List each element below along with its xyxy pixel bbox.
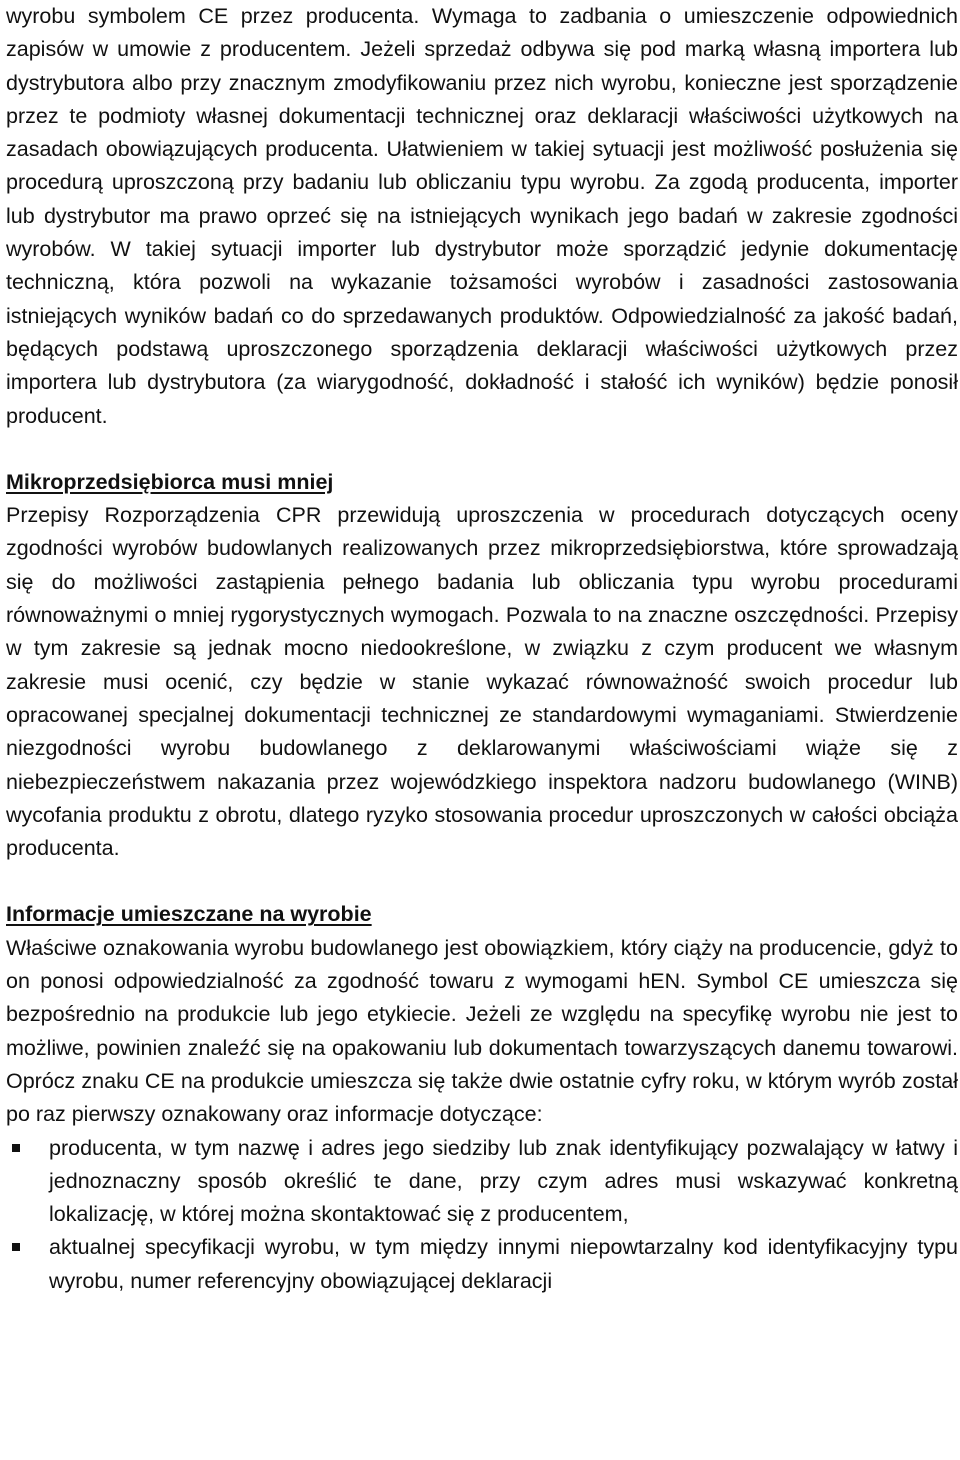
square-bullet-icon xyxy=(12,1144,20,1152)
list-item-text: producenta, w tym nazwę i adres jego siedziby lub znak identyfikujący pozwalający w łatwy i jednoznaczny sposób określić te dane, przy czym adres musi wskazywać konkretną lokalizację, w której można skontaktować się z producentem, xyxy=(49,1135,958,1227)
list-item xyxy=(6,1132,958,1232)
section-microenterprise xyxy=(6,466,958,866)
paragraph-importer-distributor: wyrobu symbolem CE przez producenta. Wymaga to zadbania o umieszczenie odpowiednich zapisów w umowie z producentem. Jeżeli sprzedaż odbywa się pod marką własną importera lub dystrybutora albo przy znacznym zmodyfikowaniu przez nich wyrobu, konieczne jest sporządzenie przez te podmioty własnej dokumentacji technicznej oraz deklaracji właściwości użytkowych na zasadach obowiązujących producenta. Ułatwieniem w takiej sytuacji jest możliwość posłużenia się procedurą uproszczoną przy badaniu lub obliczaniu typu wyrobu. Za zgodą producenta, importer lub dystrybutor ma prawo oprzeć się na istniejących wynikach jego badań w zakresie zgodności wyrobów. W takiej sytuacji importer lub dystrybutor może sporządzić jedynie dokumentację techniczną, która pozwoli na wykazanie tożsamości wyrobów i zasadności zastosowania istniejących wyników badań co do sprzedawanych produktów. Odpowiedzialność za jakość badań, będących podstawą uproszczonego sporządzenia deklaracji właściwości użytkowych przez importera lub dystrybutora (za wiarygodność, dokładność i stałość ich wyników) będzie ponosił producent. xyxy=(6,4,958,428)
square-bullet-icon xyxy=(12,1243,20,1251)
section-heading-product-information: Informacje umieszczane na wyrobie xyxy=(6,902,372,927)
list-item-text: aktualnej specyfikacji wyrobu, w tym między innymi niepowtarzalny kod identyfikacyjny typu wyrobu, numer referencyjny obowiązującej deklaracji xyxy=(49,1235,958,1293)
section-spacer xyxy=(6,433,958,466)
paragraph-product-information: Właściwe oznakowania wyrobu budowlanego jest obowiązkiem, który ciąży na producencie, gdyż to on ponosi odpowiedzialność za zgodność towaru z wymogami hEN. Symbol CE umieszcza się bezpośrednio na produkcie lub jego etykiecie. Jeżeli ze względu na specyfikę wyrobu nie jest to możliwe, powinien znaleźć się na opakowaniu lub dokumentach towarzyszących danemu towarowi. Oprócz znaku CE na produkcie umieszcza się także dwie ostatnie cyfry roku, w którym wyrób został po raz pierwszy oznakowany oraz informacje dotyczące: xyxy=(6,935,958,1127)
list-item xyxy=(6,1231,958,1298)
section-heading-microenterprise: Mikroprzedsiębiorca musi mniej xyxy=(6,469,334,494)
information-bullet-list xyxy=(6,1132,958,1298)
section-product-information xyxy=(6,898,958,1298)
document-page xyxy=(6,0,958,1298)
section-spacer xyxy=(6,865,958,898)
paragraph-microenterprise: Przepisy Rozporządzenia CPR przewidują uproszczenia w procedurach dotyczących oceny zgodności wyrobów budowlanych realizowanych przez mikroprzedsiębiorstwa, które sprowadzają się do możliwości zastąpienia pełnego badania lub obliczania typu wyrobu procedurami równoważnymi o mniej rygorystycznych wymogach. Pozwala to na znaczne oszczędności. Przepisy w tym zakresie są jednak mocno niedookreślone, w związku z czym producent we własnym zakresie musi ocenić, czy będzie w stanie wykazać równoważność swoich procedur lub opracowanej specjalnej dokumentacji technicznej ze standardowymi wymaganiami. Stwierdzenie niezgodności wyrobu budowlanego z deklarowanymi właściwościami wiąże się z niebezpieczeństwem nakazania przez wojewódzkiego inspektora nadzoru budowlanego (WINB) wycofania produktu z obrotu, dlatego ryzyko stosowania procedur uproszczonych w całości obciąża producenta. xyxy=(6,503,958,861)
